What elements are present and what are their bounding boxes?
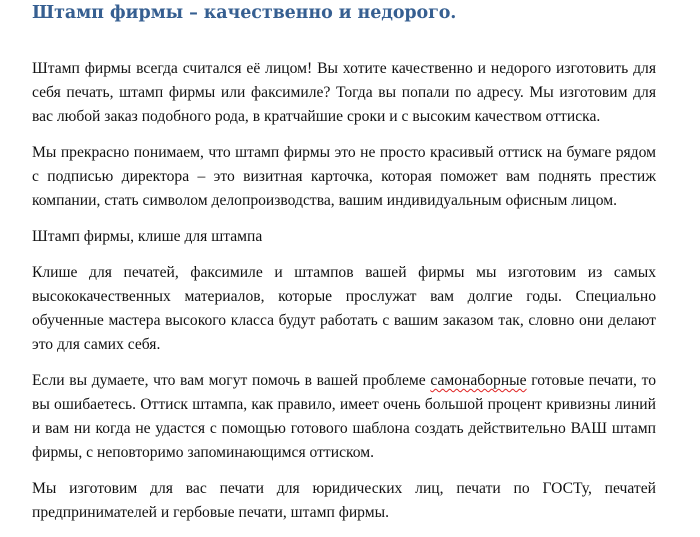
spell-error-word[interactable]: самонаборные: [430, 372, 527, 389]
paragraph-ready-made-after: готовые печати, то вы ошибаетесь. Оттиск штампа, как правило, имеет очень большой процент кривизны линий и вам ни когда не удастся с помощью готового шаблона создать действительно ВАШ штамп фирмы, с неповторимо запоминающимся оттиском.: [32, 372, 657, 461]
paragraph-ready-made: [32, 369, 656, 465]
paragraph-ready-made-before: Если вы думаете, что вам могут помочь в вашей проблеме: [32, 372, 431, 389]
page-title: Штамп фирмы – качественно и недорого.: [32, 3, 457, 23]
paragraph-services: Мы изготовим для вас печати для юридических лиц, печати по ГОСТу, печатей предпринимателей и гербовые печати, штамп фирмы.: [32, 480, 656, 521]
subheading-cliche: Штамп фирмы, клише для штампа: [32, 228, 263, 245]
document-body: [32, 57, 656, 537]
paragraph-intro: Штамп фирмы всегда считался её лицом! Вы хотите качественно и недорого изготовить для себя печать, штамп фирмы или факсимиле? Тогда вы попали по адресу. Мы изготовим для вас любой заказ подобного рода, в кратчайшие сроки и с высоким качеством оттиска.: [32, 60, 656, 125]
paragraph-materials: Клише для печатей, факсимиле и штампов вашей фирмы мы изготовим из самых высококачественных материалов, которые прослужат вам долгие годы. Специально обученные мастера высокого класса будут работать с вашим заказом так, словно они делают это для самих себя.: [32, 264, 656, 353]
paragraph-business-card: Мы прекрасно понимаем, что штамп фирмы это не просто красивый оттиск на бумаге рядом с подписью директора – это визитная карточка, которая поможет вам поднять престиж компании, стать символом делопроизводства, вашим индивидуальным офисным лицом.: [32, 144, 656, 209]
